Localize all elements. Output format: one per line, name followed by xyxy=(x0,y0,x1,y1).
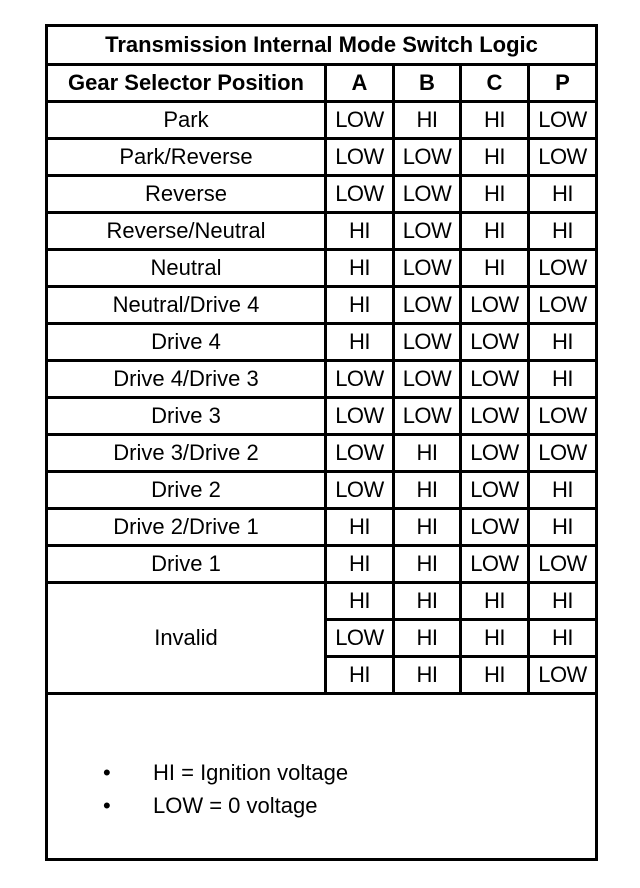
bullet-icon: • xyxy=(103,760,111,785)
value-cell-p: LOW xyxy=(529,102,597,139)
note-text: HI = Ignition voltage xyxy=(153,760,349,785)
note-item xyxy=(103,756,348,789)
value-cell-c: HI xyxy=(461,176,529,213)
value-cell-p: LOW xyxy=(529,287,597,324)
value-cell-b: HI xyxy=(394,472,461,509)
table-row xyxy=(47,139,597,176)
value-cell-b: LOW xyxy=(394,213,461,250)
value-cell-a: LOW xyxy=(326,472,394,509)
value-cell-p: LOW xyxy=(529,139,597,176)
value-cell-a: LOW xyxy=(326,620,394,657)
value-cell-c: LOW xyxy=(461,472,529,509)
value-cell-c: LOW xyxy=(461,509,529,546)
value-cell-c: LOW xyxy=(461,546,529,583)
value-cell-c: LOW xyxy=(461,324,529,361)
gear-position-cell: Neutral xyxy=(47,250,326,287)
note-text: LOW = 0 voltage xyxy=(153,793,318,818)
table-row xyxy=(47,435,597,472)
value-cell-b: HI xyxy=(394,509,461,546)
header-p: P xyxy=(529,65,597,102)
value-cell-a: HI xyxy=(326,250,394,287)
value-cell-p: HI xyxy=(529,361,597,398)
value-cell-a: HI xyxy=(326,324,394,361)
value-cell-b: LOW xyxy=(394,324,461,361)
value-cell-c: LOW xyxy=(461,361,529,398)
table-title: Transmission Internal Mode Switch Logic xyxy=(47,26,597,65)
notes xyxy=(48,746,595,858)
value-cell-b: LOW xyxy=(394,287,461,324)
value-cell-b: HI xyxy=(394,102,461,139)
value-cell-b: HI xyxy=(394,546,461,583)
value-cell-b: HI xyxy=(394,583,461,620)
value-cell-b: LOW xyxy=(394,139,461,176)
table-row xyxy=(47,546,597,583)
value-cell-c: LOW xyxy=(461,287,529,324)
value-cell-p: HI xyxy=(529,176,597,213)
header-c: C xyxy=(461,65,529,102)
gear-position-cell: Park xyxy=(47,102,326,139)
table-row xyxy=(47,213,597,250)
table-row xyxy=(47,176,597,213)
gear-position-cell-invalid: Invalid xyxy=(47,583,326,694)
value-cell-p: LOW xyxy=(529,398,597,435)
value-cell-a: HI xyxy=(326,213,394,250)
gear-position-cell: Drive 1 xyxy=(47,546,326,583)
gear-position-cell: Drive 3 xyxy=(47,398,326,435)
value-cell-b: HI xyxy=(394,620,461,657)
value-cell-a: LOW xyxy=(326,361,394,398)
table-row xyxy=(47,509,597,546)
value-cell-p: HI xyxy=(529,583,597,620)
value-cell-b: LOW xyxy=(394,361,461,398)
gear-position-cell: Park/Reverse xyxy=(47,139,326,176)
value-cell-p: HI xyxy=(529,324,597,361)
value-cell-c: LOW xyxy=(461,398,529,435)
table-row xyxy=(47,287,597,324)
value-cell-a: LOW xyxy=(326,102,394,139)
gear-position-cell: Drive 2/Drive 1 xyxy=(47,509,326,546)
value-cell-p: HI xyxy=(529,509,597,546)
value-cell-b: HI xyxy=(394,657,461,694)
value-cell-a: HI xyxy=(326,287,394,324)
value-cell-a: HI xyxy=(326,657,394,694)
value-cell-c: HI xyxy=(461,620,529,657)
value-cell-p: LOW xyxy=(529,546,597,583)
gear-position-cell: Neutral/Drive 4 xyxy=(47,287,326,324)
table-row xyxy=(47,324,597,361)
note-item xyxy=(103,789,348,822)
value-cell-b: HI xyxy=(394,435,461,472)
gear-position-cell: Drive 4/Drive 3 xyxy=(47,361,326,398)
table-row xyxy=(47,472,597,509)
value-cell-b: LOW xyxy=(394,398,461,435)
table-row-invalid xyxy=(47,583,597,620)
table-row xyxy=(47,398,597,435)
value-cell-b: LOW xyxy=(394,250,461,287)
value-cell-p: LOW xyxy=(529,250,597,287)
value-cell-c: HI xyxy=(461,139,529,176)
gear-position-cell: Drive 3/Drive 2 xyxy=(47,435,326,472)
value-cell-a: LOW xyxy=(326,139,394,176)
bullet-icon: • xyxy=(103,793,111,818)
gear-position-cell: Drive 4 xyxy=(47,324,326,361)
value-cell-p: LOW xyxy=(529,657,597,694)
table-row xyxy=(47,102,597,139)
table-row xyxy=(47,250,597,287)
header-gear-selector-position: Gear Selector Position xyxy=(47,65,326,102)
gear-position-cell: Reverse xyxy=(47,176,326,213)
value-cell-p: HI xyxy=(529,213,597,250)
value-cell-b: LOW xyxy=(394,176,461,213)
value-cell-c: HI xyxy=(461,213,529,250)
value-cell-a: LOW xyxy=(326,398,394,435)
value-cell-p: LOW xyxy=(529,435,597,472)
value-cell-c: HI xyxy=(461,657,529,694)
value-cell-a: LOW xyxy=(326,176,394,213)
header-a: A xyxy=(326,65,394,102)
header-b: B xyxy=(394,65,461,102)
value-cell-a: HI xyxy=(326,546,394,583)
value-cell-c: LOW xyxy=(461,435,529,472)
table-row xyxy=(47,361,597,398)
value-cell-p: HI xyxy=(529,472,597,509)
value-cell-c: HI xyxy=(461,250,529,287)
value-cell-a: LOW xyxy=(326,435,394,472)
gear-position-cell: Reverse/Neutral xyxy=(47,213,326,250)
value-cell-a: HI xyxy=(326,583,394,620)
value-cell-a: HI xyxy=(326,509,394,546)
gear-position-cell: Drive 2 xyxy=(47,472,326,509)
value-cell-c: HI xyxy=(461,102,529,139)
value-cell-c: HI xyxy=(461,583,529,620)
value-cell-p: HI xyxy=(529,620,597,657)
mode-switch-logic-table xyxy=(45,24,598,695)
